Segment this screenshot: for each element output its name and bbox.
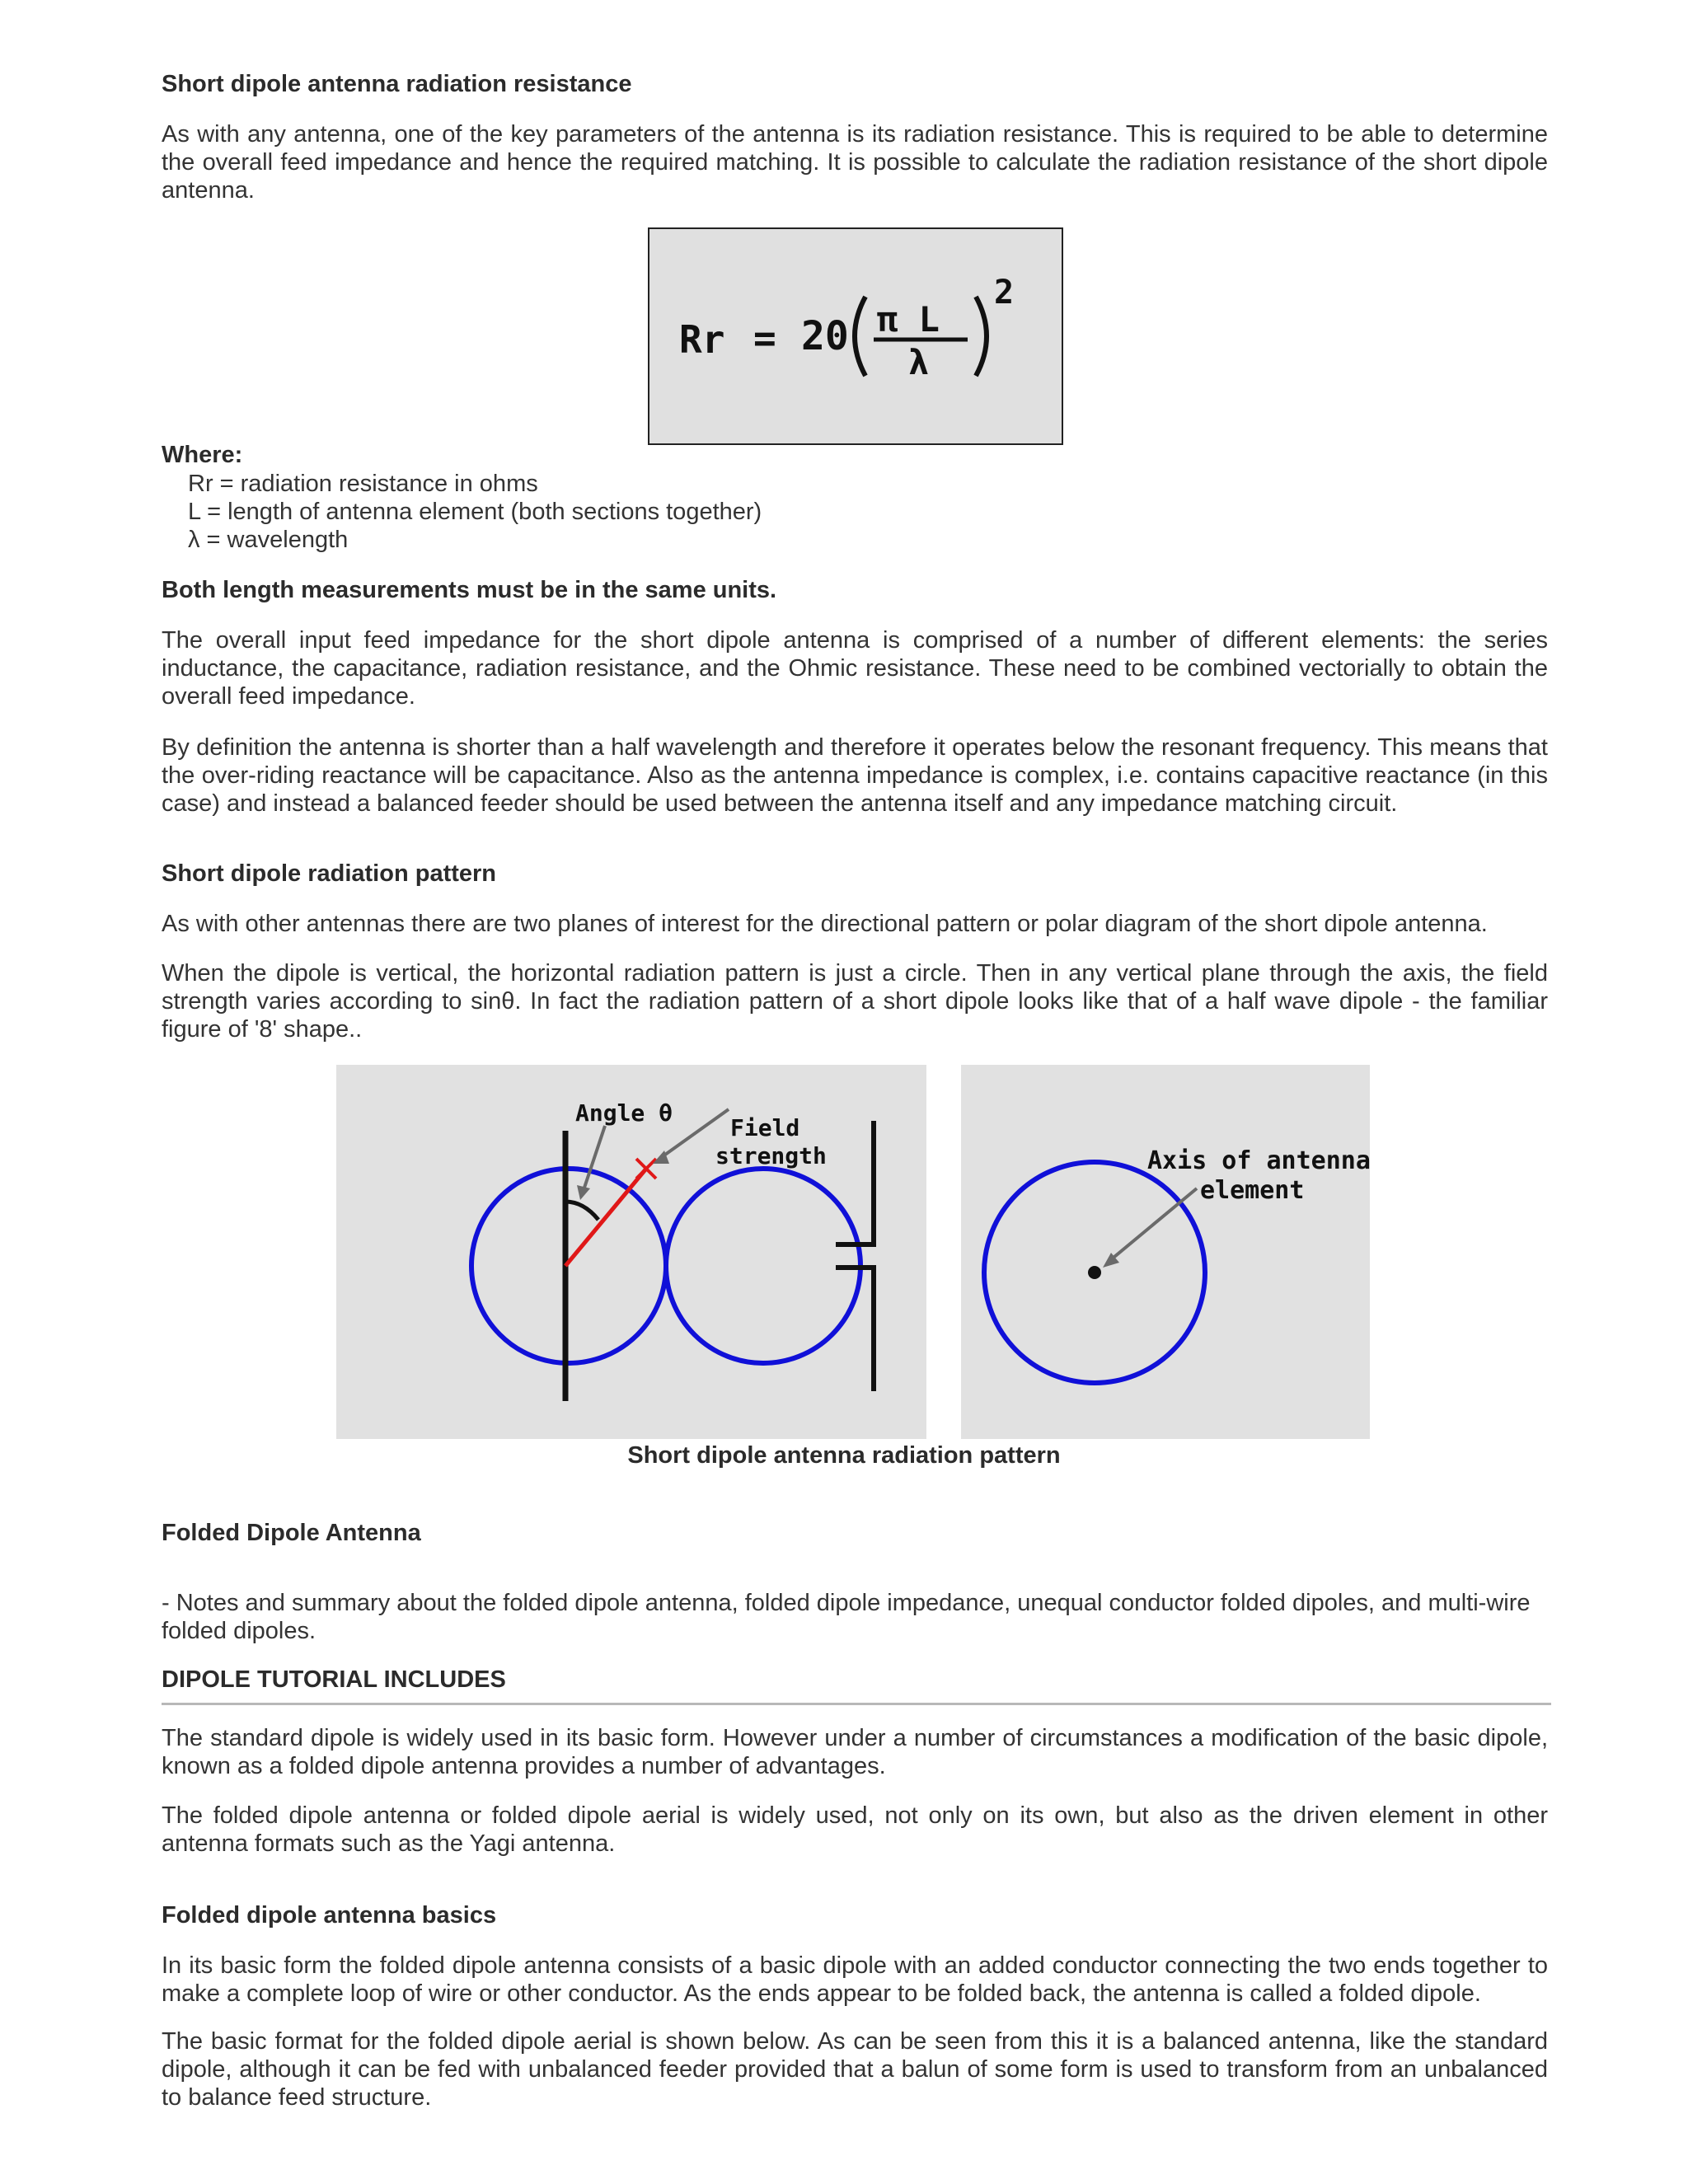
formula-equals: = (753, 316, 776, 360)
sin-theta-paragraph: When the dipole is vertical, the horizontal radiation pattern is just a circle. Then in any vertical plane through the axis, the field strength varies according to sinθ. In fact the radiation pattern of a short dipole looks like that of a half wave dipole - the familiar figure of '8' shape.. (162, 960, 1548, 1043)
tutorial-includes-wrap (162, 1665, 1548, 1694)
section-heading: Short dipole radiation pattern (162, 860, 497, 887)
horizontal-pattern-figure (961, 1065, 1370, 1439)
left-paren (855, 297, 865, 376)
vertical-pattern-figure (336, 1065, 926, 1439)
planes-paragraph: As with other antennas there are two planes of interest for the directional pattern or polar diagram of the short dipole antenna. (162, 911, 1488, 937)
field-label-line1: Field (730, 1114, 800, 1141)
folded-p2-wrap (162, 1802, 1548, 1858)
pattern-lobe-left (471, 1169, 666, 1363)
formula-graphic (649, 229, 1062, 443)
right-paren (976, 297, 987, 376)
angle-label: Angle θ (575, 1099, 673, 1127)
formula-numerator: π L (877, 299, 940, 340)
feed-impedance-p1-wrap (162, 626, 1548, 710)
where-block (162, 440, 1548, 554)
basics-p1-wrap (162, 1952, 1548, 2008)
where-label: Where: (162, 442, 243, 468)
angle-arc (565, 1202, 598, 1220)
basics-paragraph: The basic format for the folded dipole aerial is shown below. As can be seen from this it is a balanced antenna, like the standard dipole, although it can be fed with unbalanced feeder provided that a balun of some form is used to transform from an unbalanced to balance feed structure. (162, 2028, 1548, 2111)
basics-p2-wrap (162, 2027, 1548, 2111)
resonance-paragraph: By definition the antenna is shorter than a half wavelength and therefore it operates below the resonant frequency. This means that the over-riding reactance will be capacitance. Also as the antenna impedance is complex, i.e. contains capacitive reactance (in this case) and instead a balanced feeder should be used between the antenna itself and any impedance matching circuit. (162, 734, 1548, 817)
folded-p1-wrap (162, 1724, 1548, 1780)
pattern-lobe-right (666, 1169, 860, 1363)
vertical-pattern-diagram (336, 1065, 926, 1439)
radiation-pattern-p2-wrap (162, 959, 1548, 1043)
feed-impedance-paragraph: The overall input feed impedance for the short dipole antenna is comprised of a number of different elements: the series inductance, the capacitance, radiation resistance, and the Ohmic resistance. These need to be combined vectorially to obtain the overall feed impedance. (162, 627, 1548, 710)
section-heading: Folded dipole antenna basics (162, 1902, 497, 1929)
units-note-wrap (162, 575, 1548, 605)
intro-paragraph: As with any antenna, one of the key parameters of the antenna is its radiation resistance. This is required to be able to determine the overall feed impedance and hence the required matching. It is possible to calculate the radiation resistance of the short dipole antenna. (162, 121, 1548, 204)
field-strength-line (565, 1169, 646, 1266)
radiation-pattern-p1-wrap (162, 910, 1548, 938)
section-radiation-resistance (162, 69, 1548, 99)
where-item: Rr = radiation resistance in ohms (188, 471, 538, 497)
angle-arrowhead (577, 1185, 590, 1200)
tutorial-includes-heading: DIPOLE TUTORIAL INCLUDES (162, 1666, 506, 1693)
formula-box (648, 227, 1063, 445)
folded-paragraph: The standard dipole is widely used in its basic form. However under a number of circumstances a modification of the basic dipole, known as a folded dipole antenna provides a number of advantages. (162, 1725, 1548, 1779)
radiation-pattern-heading-wrap (162, 859, 1548, 888)
angle-pointer-arrow (584, 1126, 605, 1190)
horizontal-pattern-diagram (961, 1065, 1370, 1439)
dipole-element-upper (836, 1121, 874, 1244)
section-heading: Short dipole antenna radiation resistance (162, 71, 632, 97)
feed-impedance-p2-wrap (162, 733, 1548, 818)
basics-paragraph: In its basic form the folded dipole antenna consists of a basic dipole with an added conductor connecting the two ends together to make a complete loop of wire or other conductor. As the ends appear to be folded back, the antenna is called a folded dipole. (162, 1952, 1548, 2007)
formula-denominator: λ (908, 342, 930, 382)
axis-label-line1: Axis of antenna (1147, 1146, 1370, 1175)
where-item: λ = wavelength (188, 527, 349, 553)
where-item: L = length of antenna element (both sections together) (188, 499, 762, 525)
formula-lhs: Rr (679, 317, 725, 362)
figure-caption: Short dipole antenna radiation pattern (627, 1442, 1061, 1469)
section-divider (162, 1703, 1551, 1705)
dipole-element-lower (836, 1268, 874, 1391)
axis-label-line2: element (1200, 1176, 1305, 1205)
folded-summary-wrap (162, 1589, 1548, 1645)
folded-summary: - Notes and summary about the folded dipole antenna, folded dipole impedance, unequal conductor folded dipoles, and multi-wire folded dipoles. (162, 1590, 1531, 1644)
intro-paragraph-wrap (162, 120, 1548, 204)
folded-paragraph: The folded dipole antenna or folded dipole aerial is widely used, not only on its own, but also as the driven element in other antenna formats such as the Yagi antenna. (162, 1802, 1548, 1857)
formula-exponent: 2 (994, 274, 1015, 312)
section-heading: Folded Dipole Antenna (162, 1520, 421, 1546)
antenna-axis-point (1088, 1266, 1101, 1279)
units-note: Both length measurements must be in the same units. (162, 577, 777, 603)
folded-heading-wrap (162, 1518, 1548, 1548)
axis-pointer-arrow (1109, 1188, 1197, 1261)
field-label-line2: strength (715, 1142, 827, 1169)
basics-heading-wrap (162, 1900, 1548, 1930)
formula-coefficient: 20 (801, 313, 849, 359)
